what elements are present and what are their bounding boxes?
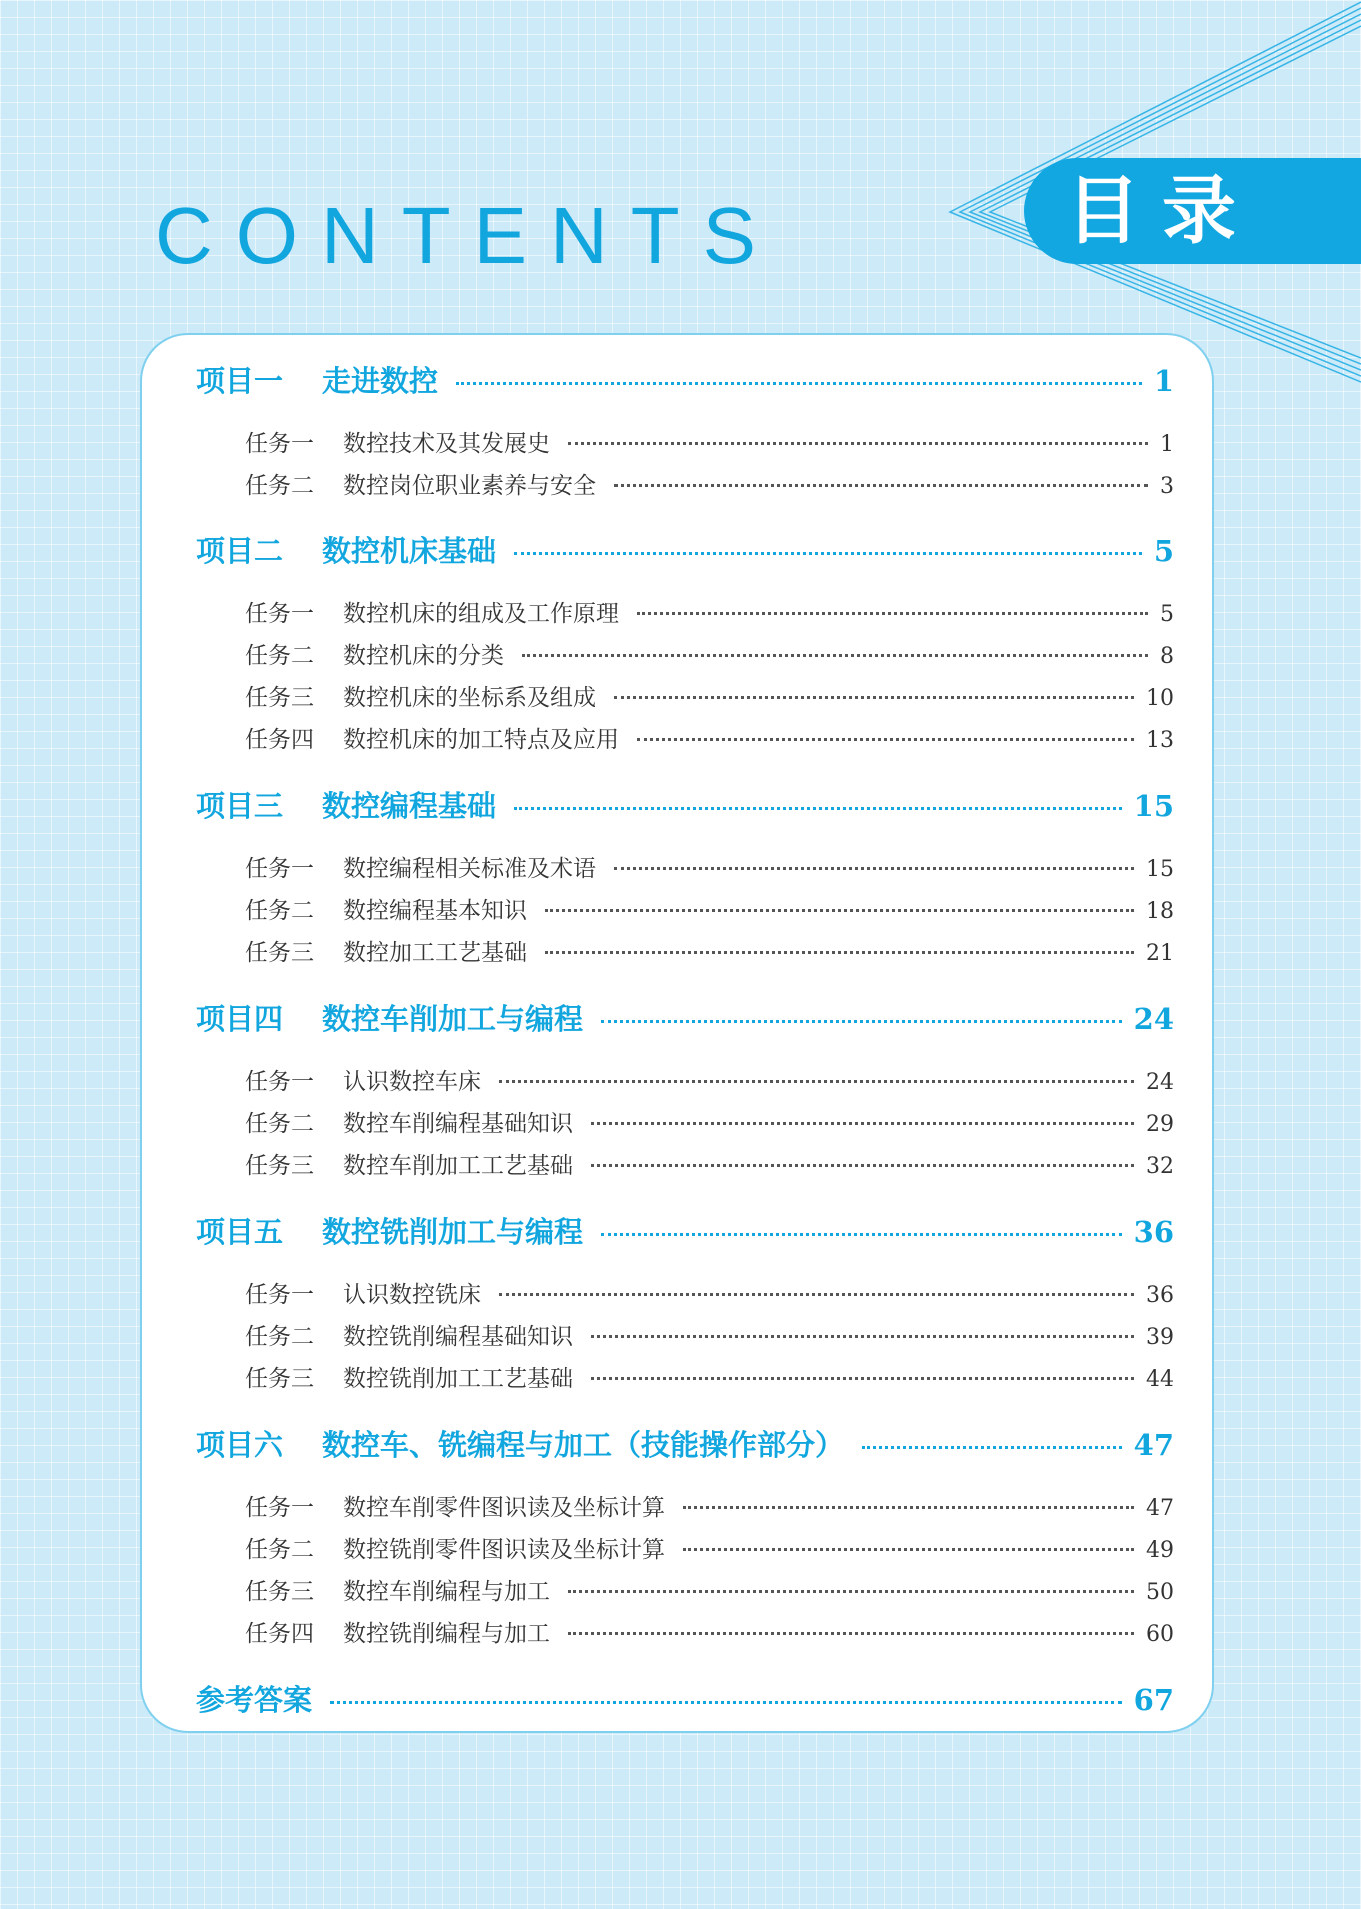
project-title: 数控机床基础 (322, 534, 497, 568)
task-page-number: 21 (1146, 941, 1174, 966)
toc-project-row[interactable] (196, 784, 1174, 832)
task-title: 数控车削编程基础知识 (343, 1111, 573, 1137)
project-title: 数控车、铣编程与加工（技能操作部分） (322, 1428, 845, 1462)
task-page-number: 10 (1146, 686, 1174, 711)
dot-leader (514, 552, 1142, 555)
dot-leader (514, 807, 1122, 810)
task-title: 认识数控铣床 (343, 1282, 481, 1308)
task-number: 任务三 (245, 685, 314, 711)
answers-title: 参考答案 (196, 1683, 313, 1717)
dot-leader (614, 867, 1134, 870)
task-title: 数控机床的坐标系及组成 (343, 685, 596, 711)
toc-project-row[interactable] (196, 529, 1174, 577)
dot-leader (637, 612, 1148, 615)
toc-task-row[interactable] (245, 1063, 1174, 1103)
dot-leader (591, 1377, 1134, 1380)
task-number: 任务三 (245, 1153, 314, 1179)
dot-leader (591, 1164, 1134, 1167)
task-number: 任务二 (245, 1537, 314, 1563)
task-title: 数控编程相关标准及术语 (343, 856, 596, 882)
task-number: 任务二 (245, 473, 314, 499)
task-page-number: 39 (1146, 1325, 1174, 1350)
project-page-number: 36 (1133, 1215, 1174, 1249)
task-title: 数控铣削零件图识读及坐标计算 (343, 1537, 665, 1563)
toc-task-row[interactable] (245, 1573, 1174, 1613)
dot-leader (330, 1701, 1122, 1704)
toc-task-row[interactable] (245, 850, 1174, 890)
task-title: 数控岗位职业素养与安全 (343, 473, 596, 499)
project-page-number: 47 (1133, 1428, 1174, 1462)
task-title: 数控车削加工工艺基础 (343, 1153, 573, 1179)
task-number: 任务一 (245, 431, 314, 457)
dot-leader (499, 1080, 1134, 1083)
toc-card (140, 333, 1214, 1733)
task-number: 任务一 (245, 1495, 314, 1521)
task-title: 数控铣削编程基础知识 (343, 1324, 573, 1350)
task-page-number: 1 (1160, 432, 1174, 457)
toc-task-row[interactable] (245, 1360, 1174, 1400)
toc-task-row[interactable] (245, 679, 1174, 719)
task-page-number: 24 (1146, 1070, 1174, 1095)
task-title: 数控铣削加工工艺基础 (343, 1366, 573, 1392)
toc-answers-row[interactable] (196, 1678, 1174, 1726)
answers-page-number: 67 (1133, 1683, 1174, 1717)
dot-leader (568, 442, 1148, 445)
task-number: 任务三 (245, 940, 314, 966)
toc-project-row[interactable] (196, 359, 1174, 407)
task-number: 任务一 (245, 1069, 314, 1095)
task-number: 任务二 (245, 1111, 314, 1137)
task-title: 认识数控车床 (343, 1069, 481, 1095)
toc-task-row[interactable] (245, 1105, 1174, 1145)
dot-leader (601, 1233, 1122, 1236)
task-title: 数控车削零件图识读及坐标计算 (343, 1495, 665, 1521)
dot-leader (499, 1293, 1134, 1296)
task-page-number: 18 (1146, 899, 1174, 924)
task-title: 数控编程基本知识 (343, 898, 527, 924)
toc-task-row[interactable] (245, 1147, 1174, 1187)
dot-leader (568, 1632, 1134, 1635)
task-title: 数控铣削编程与加工 (343, 1621, 550, 1647)
project-title: 数控编程基础 (322, 789, 497, 823)
project-number: 项目二 (196, 534, 284, 568)
task-title: 数控机床的组成及工作原理 (343, 601, 619, 627)
mulu-title: 目录 (1066, 168, 1258, 254)
task-title: 数控机床的加工特点及应用 (343, 727, 619, 753)
toc-task-row[interactable] (245, 934, 1174, 974)
task-number: 任务三 (245, 1366, 314, 1392)
toc-task-row[interactable] (245, 425, 1174, 465)
project-page-number: 1 (1153, 364, 1174, 398)
task-page-number: 47 (1146, 1496, 1174, 1521)
dot-leader (545, 909, 1134, 912)
dot-leader (591, 1335, 1134, 1338)
dot-leader (614, 696, 1134, 699)
task-page-number: 29 (1146, 1112, 1174, 1137)
task-title: 数控技术及其发展史 (343, 431, 550, 457)
task-number: 任务一 (245, 856, 314, 882)
toc-task-row[interactable] (245, 1489, 1174, 1529)
toc-project-row[interactable] (196, 1210, 1174, 1258)
dot-leader (522, 654, 1148, 657)
dot-leader (601, 1020, 1122, 1023)
project-title: 走进数控 (322, 364, 439, 398)
task-page-number: 60 (1146, 1622, 1174, 1647)
task-page-number: 50 (1146, 1580, 1174, 1605)
toc-task-row[interactable] (245, 595, 1174, 635)
dot-leader (568, 1590, 1134, 1593)
project-number: 项目五 (196, 1215, 284, 1249)
task-page-number: 5 (1160, 602, 1174, 627)
dot-leader (614, 484, 1148, 487)
task-title: 数控机床的分类 (343, 643, 504, 669)
project-title: 数控铣削加工与编程 (322, 1215, 584, 1249)
dot-leader (456, 382, 1142, 385)
project-title: 数控车削加工与编程 (322, 1002, 584, 1036)
toc-task-row[interactable] (245, 637, 1174, 677)
toc-task-row[interactable] (245, 1531, 1174, 1571)
toc-task-row[interactable] (245, 721, 1174, 761)
contents-heading: CONTENTS (155, 191, 779, 280)
task-number: 任务四 (245, 1621, 314, 1647)
task-page-number: 15 (1146, 857, 1174, 882)
task-page-number: 32 (1146, 1154, 1174, 1179)
task-number: 任务二 (245, 898, 314, 924)
task-number: 任务二 (245, 1324, 314, 1350)
toc-task-row[interactable] (245, 892, 1174, 932)
project-number: 项目四 (196, 1002, 284, 1036)
toc-task-row[interactable] (245, 1276, 1174, 1316)
dot-leader (591, 1122, 1134, 1125)
dot-leader (683, 1548, 1134, 1551)
task-number: 任务一 (245, 1282, 314, 1308)
dot-leader (683, 1506, 1134, 1509)
dot-leader (637, 738, 1134, 741)
toc-task-row[interactable] (245, 1318, 1174, 1358)
toc-task-row[interactable] (245, 467, 1174, 507)
toc-task-row[interactable] (245, 1615, 1174, 1655)
task-page-number: 3 (1160, 474, 1174, 499)
task-page-number: 44 (1146, 1367, 1174, 1392)
project-page-number: 24 (1133, 1002, 1174, 1036)
toc-project-row[interactable] (196, 997, 1174, 1045)
task-page-number: 49 (1146, 1538, 1174, 1563)
task-page-number: 8 (1160, 644, 1174, 669)
task-number: 任务二 (245, 643, 314, 669)
task-number: 任务一 (245, 601, 314, 627)
task-page-number: 36 (1146, 1283, 1174, 1308)
task-number: 任务三 (245, 1579, 314, 1605)
project-number: 项目六 (196, 1428, 284, 1462)
dot-leader (545, 951, 1134, 954)
project-page-number: 5 (1153, 534, 1174, 568)
toc-project-row[interactable] (196, 1423, 1174, 1471)
mulu-tab (1024, 158, 1361, 264)
task-title: 数控加工工艺基础 (343, 940, 527, 966)
task-page-number: 13 (1146, 728, 1174, 753)
project-page-number: 15 (1133, 789, 1174, 823)
task-number: 任务四 (245, 727, 314, 753)
task-title: 数控车削编程与加工 (343, 1579, 550, 1605)
project-number: 项目一 (196, 364, 284, 398)
project-number: 项目三 (196, 789, 284, 823)
dot-leader (862, 1446, 1122, 1449)
